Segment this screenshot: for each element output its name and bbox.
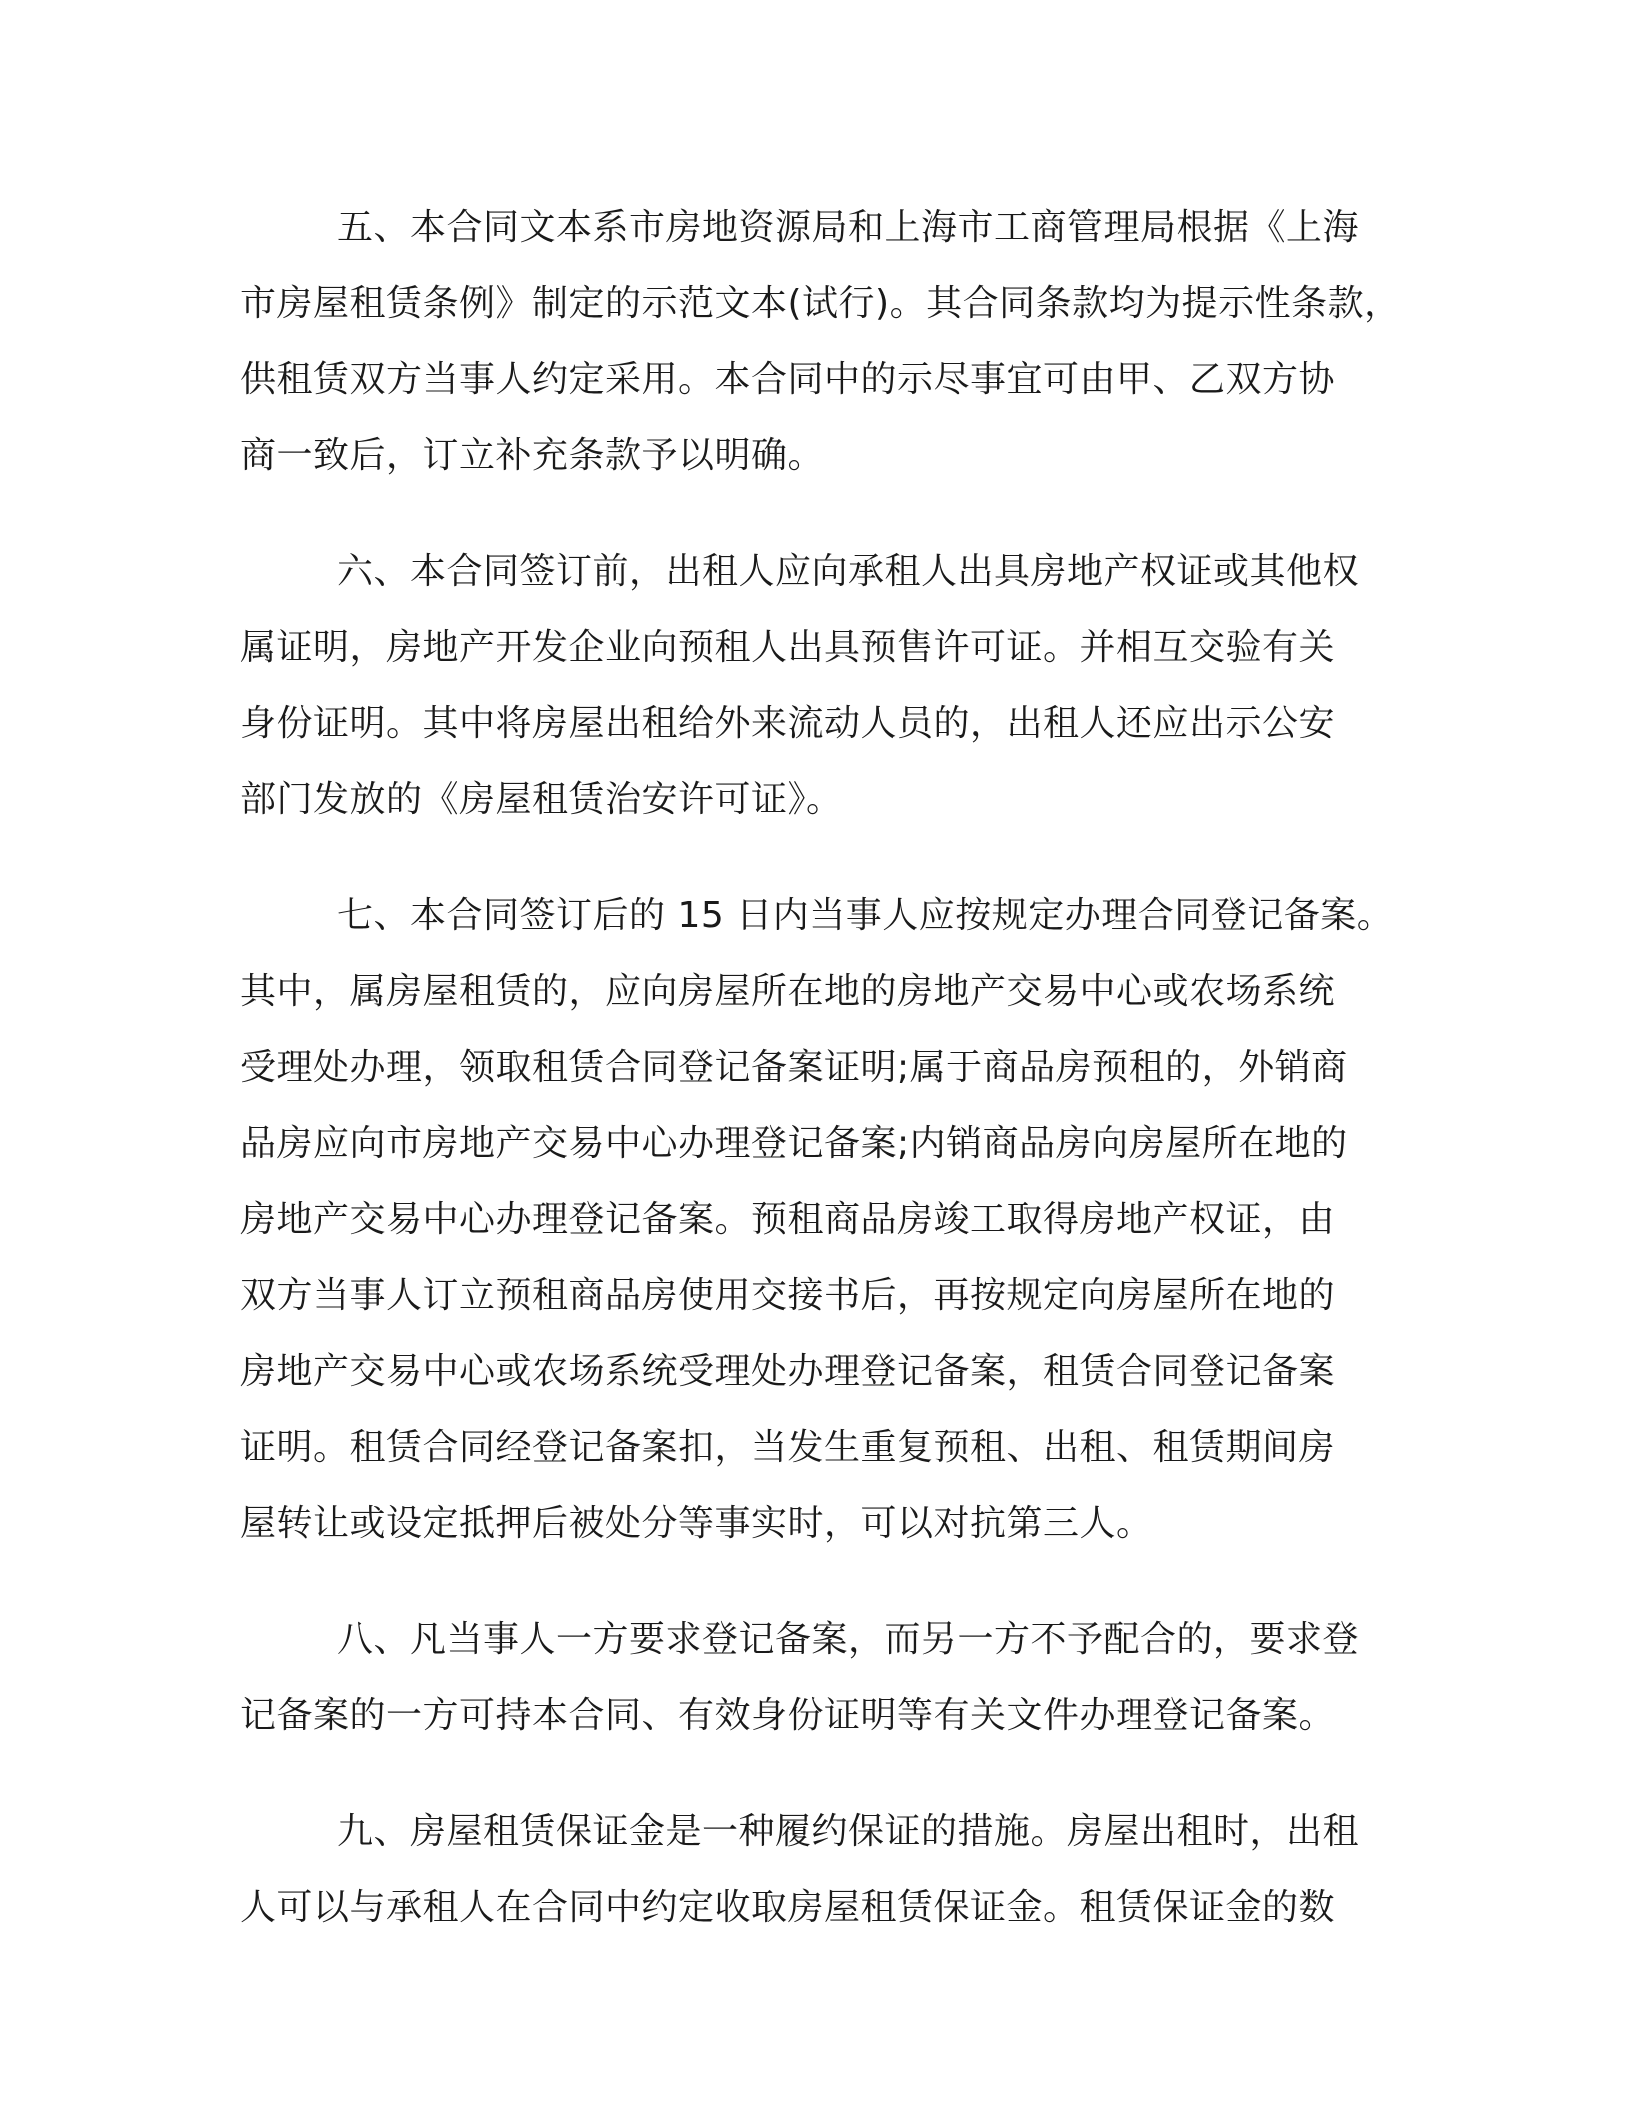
paragraph-five: [240, 190, 1401, 494]
text-line: 七、本合同签订后的 15 日内当事人应按规定办理合同登记备案。: [337, 895, 1394, 936]
text-line: 九、房屋租赁保证金是一种履约保证的措施。房屋出租时，出租: [337, 1811, 1360, 1852]
text-line: 市房屋租赁条例》制定的示范文本(试行)。其合同条款均为提示性条款，: [240, 283, 1401, 324]
text-line: 身份证明。其中将房屋出租给外来流动人员的，出租人还应出示公安: [240, 703, 1336, 744]
paragraph-eight: [240, 1602, 1385, 1754]
text-line: 其中，属房屋租赁的，应向房屋所在地的房地产交易中心或农场系统: [240, 971, 1336, 1012]
document-body: [240, 190, 1401, 1986]
paragraph-seven: [240, 878, 1394, 1562]
text-line: 供租赁双方当事人约定采用。本合同中的示尽事宜可由甲、乙双方协: [240, 359, 1336, 400]
paragraph-nine: [240, 1794, 1385, 1946]
text-line: 双方当事人订立预租商品房使用交接书后，再按规定向房屋所在地的: [240, 1275, 1336, 1316]
text-line: 房地产交易中心办理登记备案。预租商品房竣工取得房地产权证，由: [240, 1199, 1336, 1240]
text-line: 六、本合同签订前，出租人应向承租人出具房地产权证或其他权: [337, 551, 1360, 592]
paragraph-six: [240, 534, 1385, 838]
text-line: 部门发放的《房屋租赁治安许可证》。: [240, 779, 843, 820]
text-line: 记备案的一方可持本合同、有效身份证明等有关文件办理登记备案。: [240, 1695, 1336, 1736]
text-line: 证明。租赁合同经登记备案扣，当发生重复预租、出租、租赁期间房: [240, 1427, 1336, 1468]
text-line: 房地产交易中心或农场系统受理处办理登记备案，租赁合同登记备案: [240, 1351, 1336, 1392]
text-line: 品房应向市房地产交易中心办理登记备案;内销商品房向房屋所在地的: [240, 1123, 1348, 1164]
text-line: 受理处办理，领取租赁合同登记备案证明;属于商品房预租的，外销商: [240, 1047, 1348, 1088]
text-line: 八、凡当事人一方要求登记备案，而另一方不予配合的，要求登: [337, 1619, 1360, 1660]
text-line: 五、本合同文本系市房地资源局和上海市工商管理局根据《上海: [337, 207, 1360, 248]
text-line: 商一致后，订立补充条款予以明确。: [240, 435, 825, 476]
text-line: 屋转让或设定抵押后被处分等事实时，可以对抗第三人。: [240, 1503, 1153, 1544]
text-line: 人可以与承租人在合同中约定收取房屋租赁保证金。租赁保证金的数: [240, 1887, 1336, 1928]
text-line: 属证明，房地产开发企业向预租人出具预售许可证。并相互交验有关: [240, 627, 1336, 668]
